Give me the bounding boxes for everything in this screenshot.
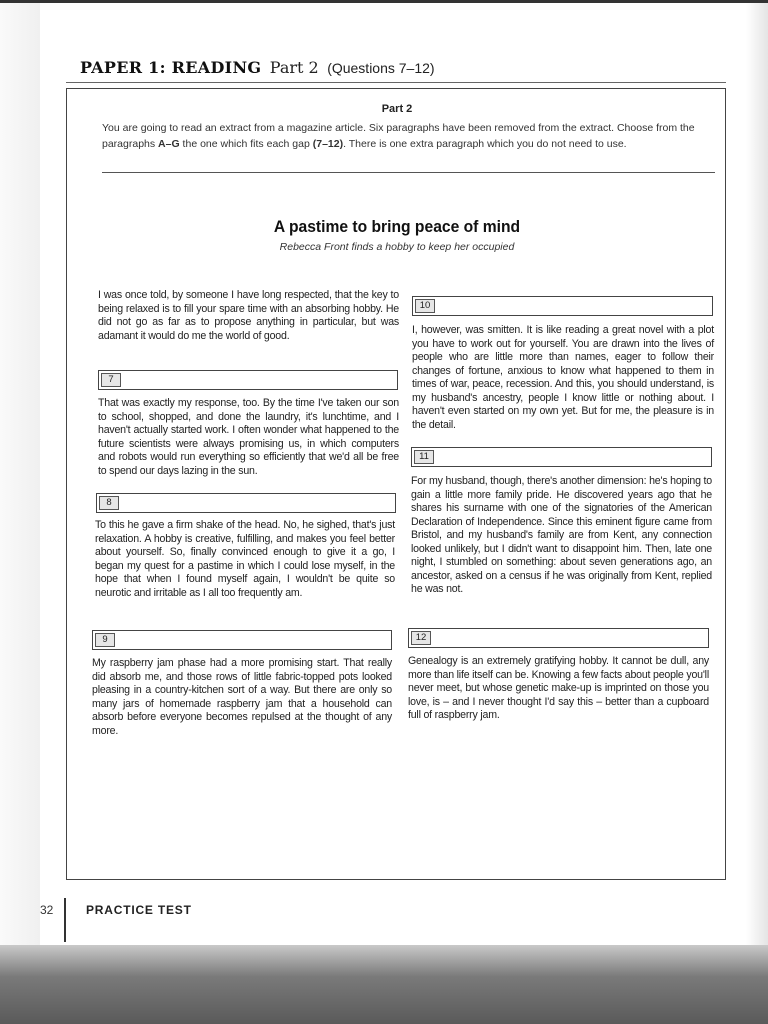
exam-frame xyxy=(66,88,726,880)
scan-margin-left xyxy=(0,0,40,1024)
part-label: Part 2 xyxy=(269,58,319,77)
gap-12[interactable] xyxy=(408,628,709,648)
gap-10[interactable] xyxy=(412,296,713,316)
paragraph-5: I, however, was smitten. It is like reading a great novel with a plot you have to work out for yourself. You are drawn into the lives of people who are little more than names, eager to follow their changes of fortune, anxious to know what happened to them in times of war, peace, recession. And this, you should understand, is my husband's ancestry, people I know little or nothing about. I haven't even started on my own yet. But for me, the pleasure is in the detail. xyxy=(412,324,714,431)
paragraph-3: To this he gave a firm shake of the head. No, he sighed, that's just relaxation. A hobby is creative, fulfilling, and makes you feel better about yourself. So, finally convinced enough to give it a go, I began my quest for a pastime in which I could lose myself, in the hope that when I found myself again, I wouldn't be quite so neurotic and irritable as I all too frequently am. xyxy=(95,519,395,599)
gap-number: 8 xyxy=(99,496,119,510)
instructions-range: (7–12) xyxy=(312,138,344,150)
gap-number: 9 xyxy=(95,633,115,647)
instructions-rule xyxy=(102,172,715,173)
scan-margin-right xyxy=(746,0,768,1024)
gap-7[interactable] xyxy=(98,370,398,390)
instructions-part-2: the one which fits each gap xyxy=(179,138,313,150)
article-subtitle: Rebecca Front finds a hobby to keep her occupied xyxy=(279,241,515,253)
paragraph-6: For my husband, though, there's another dimension: he's hoping to gain a little more family pride. He discovered years ago that he shares his surname with one of the signatories of the American Declaration of Independence. Since this eminent figure came from Bristol, and my husband's family are from Kent, any connection looked unlikely, but I didn't want to disappoint him. Then, late one night, I stumbled on something: about seven generations ago, an ancestor, asked on a census if he was originally from Kent, replied he was not. xyxy=(411,475,712,595)
paragraph-1: I was once told, by someone I have long respected, that the key to being relaxed is to fill your spare time with an absorbing hobby. He did not go as far as to propose anything in particular, but was adamant it would do me the world of good. xyxy=(98,289,399,342)
gap-number: 10 xyxy=(415,299,435,313)
gap-11[interactable] xyxy=(411,447,712,467)
instructions-part-1: You are going to read an extract from a magazine article. Six paragraphs have been removed from the extract. Choose from the paragraphs xyxy=(102,122,695,150)
header-rule xyxy=(66,82,726,83)
page-number: 32 xyxy=(40,903,54,917)
article-title: A pastime to bring peace of mind xyxy=(273,217,521,236)
page-header xyxy=(80,58,730,78)
questions-label: (Questions 7–12) xyxy=(327,60,435,76)
instructions-text xyxy=(102,120,712,152)
gap-8[interactable] xyxy=(96,493,396,513)
paragraph-4: My raspberry jam phase had a more promising start. That really did absorb me, and those rows of little fabric-topped pots looked pleasing in a country-kitchen sort of a way. But there are only so many jars of homemade raspberry jam that a household can absorb before everyone becomes repulsed at the thought of any more. xyxy=(92,657,392,737)
scan-top-edge xyxy=(0,0,768,3)
gap-number: 11 xyxy=(414,450,434,464)
instructions-part-3: . There is one extra paragraph which you do not need to use. xyxy=(343,138,627,150)
instructions-options: A–G xyxy=(158,138,180,150)
paper-label: PAPER 1: READING xyxy=(80,58,262,77)
gap-number: 7 xyxy=(101,373,121,387)
gap-9[interactable] xyxy=(92,630,392,650)
footer-label: PRACTICE TEST xyxy=(86,903,192,917)
paragraph-2: That was exactly my response, too. By the time I've taken our son to school, shopped, and done the laundry, it's lunchtime, and I haven't actually started work. I often wonder what happened to the future scientists were always promising us, in which computers and robots would run everything so efficiently that we'd all be free to spend our days lazing in the sun. xyxy=(98,397,399,477)
instructions-title: Part 2 xyxy=(381,103,413,115)
footer-divider xyxy=(64,898,66,942)
gap-number: 12 xyxy=(411,631,431,645)
scan-shadow-bottom xyxy=(0,945,768,1024)
paragraph-7: Genealogy is an extremely gratifying hobby. It cannot be dull, any more than life itself can be. Knowing a few facts about people you'll never meet, but whose genetic make-up is imprinted on those you love, is – and I never thought I'd say this – better than a cupboard full of raspberry jam. xyxy=(408,655,709,721)
